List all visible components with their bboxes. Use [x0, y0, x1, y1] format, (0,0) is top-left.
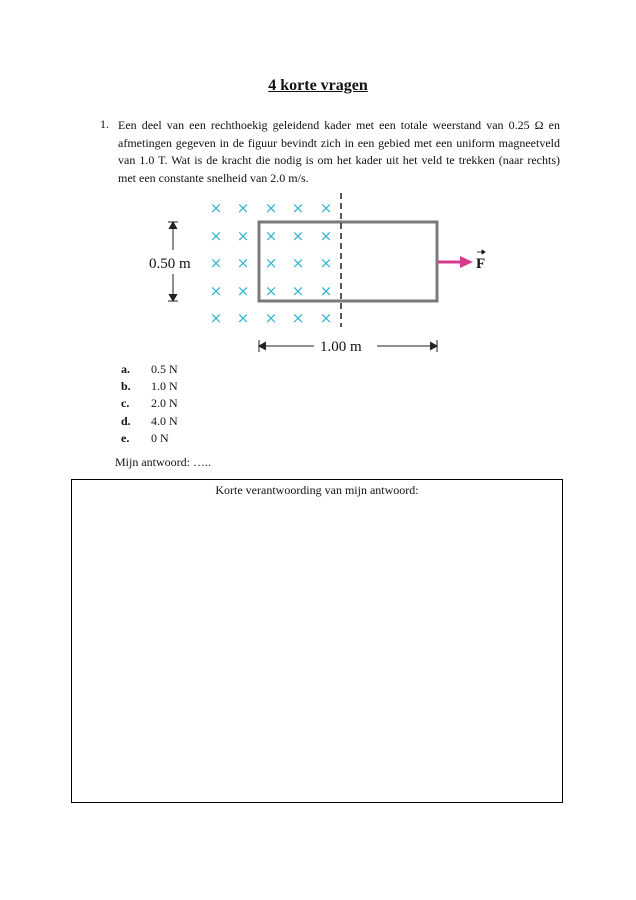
field-cross-icon: × — [319, 227, 333, 245]
option-b — [121, 378, 178, 395]
field-cross-icon: × — [319, 309, 333, 327]
field-cross-icon: × — [236, 309, 250, 327]
field-cross-icon: × — [209, 282, 223, 300]
field-cross-icon: × — [291, 199, 305, 217]
field-cross-icon: × — [291, 254, 305, 272]
field-cross-icon: × — [236, 254, 250, 272]
field-cross-icon: × — [291, 227, 305, 245]
force-arrow — [438, 256, 473, 268]
field-cross-icon: × — [319, 254, 333, 272]
field-cross-icon: × — [264, 309, 278, 327]
field-cross-icon: × — [264, 227, 278, 245]
field-cross-icon: × — [264, 254, 278, 272]
field-cross-icon: × — [209, 227, 223, 245]
field-cross-icon: × — [209, 199, 223, 217]
option-text: 0.5 N — [151, 362, 178, 376]
height-label: 0.50 m — [149, 256, 191, 272]
field-cross-icon: × — [209, 309, 223, 327]
justification-box[interactable] — [71, 479, 563, 803]
option-letter: a. — [121, 362, 130, 376]
answer-options — [121, 361, 178, 447]
option-e — [121, 430, 178, 447]
option-letter: c. — [121, 396, 130, 411]
magnetic-field-crosses — [210, 199, 333, 327]
field-cross-icon: × — [236, 199, 250, 217]
question-number: 1. — [100, 117, 109, 131]
field-cross-icon: × — [319, 199, 333, 217]
option-d — [121, 413, 178, 430]
field-cross-icon: × — [291, 309, 305, 327]
field-cross-icon: × — [264, 282, 278, 300]
question-text: Een deel van een rechthoekig geleidend kader met een totale weerstand van 0.25 Ω en afmetingen gegeven in de figuur bevindt zich in een gebied met een uniform magneetveld van 1.0 T. Wat is de kracht die nodig is om het kader uit het veld te trekken (naar rechts) met een constante snelheid van 2.0 m/s. — [118, 118, 560, 185]
force-label: F — [476, 256, 486, 272]
option-text: 2.0 N — [151, 396, 178, 411]
field-cross-icon: × — [209, 254, 223, 272]
my-answer-prompt[interactable]: Mijn antwoord: ….. — [115, 455, 211, 469]
option-letter: b. — [121, 379, 131, 394]
option-letter: d. — [121, 413, 131, 428]
option-letter: e. — [121, 430, 130, 445]
field-cross-icon: × — [291, 282, 305, 300]
option-text: 0 N — [151, 430, 169, 445]
field-cross-icon: × — [236, 282, 250, 300]
option-a — [121, 361, 178, 378]
option-text: 4.0 N — [151, 413, 178, 428]
width-label: 1.00 m — [320, 339, 362, 355]
field-cross-icon: × — [236, 227, 250, 245]
magnetic-field-figure — [140, 190, 500, 360]
option-text: 1.0 N — [151, 379, 178, 394]
force-vector-arrow-icon — [477, 250, 485, 254]
conducting-frame — [259, 222, 437, 301]
option-c — [121, 395, 178, 412]
field-cross-icon: × — [319, 282, 333, 300]
justification-box-title: Korte verantwoording van mijn antwoord: — [215, 483, 419, 497]
page-title: 4 korte vragen — [268, 77, 368, 94]
field-cross-icon: × — [264, 199, 278, 217]
